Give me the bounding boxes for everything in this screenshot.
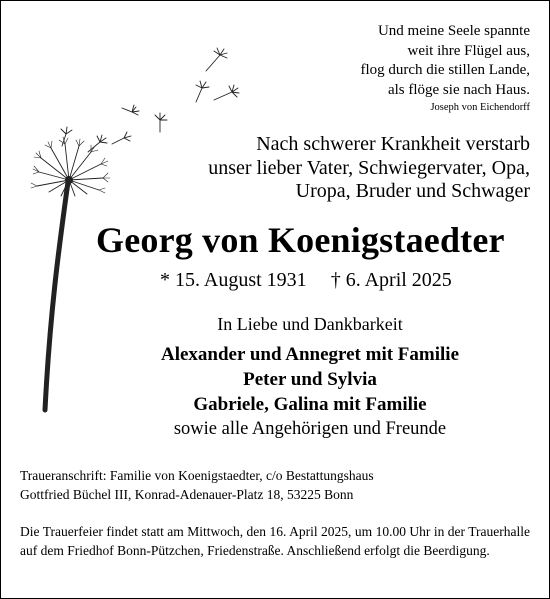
poem-author: Joseph von Eichendorff: [430, 102, 530, 113]
poem-line: Und meine Seele spannte: [377, 23, 530, 39]
mourner-family: Alexander und Annegret mit Familie: [160, 344, 460, 365]
life-dates: [160, 269, 452, 292]
intro-line: Nach schwerer Krankheit verstarb: [256, 133, 530, 155]
poem-quote: [360, 22, 530, 116]
poem-line: flog durch die stillen Lande,: [360, 62, 530, 78]
deceased-name: Georg von Koenigstaedter: [96, 220, 505, 260]
intro-line: Uropa, Bruder und Schwager: [295, 180, 530, 202]
mourning-address: [20, 467, 374, 504]
address-line: Traueranschrift: Familie von Koenigstaedter, c/o Bestattungshaus: [20, 468, 374, 483]
mourner-family: Peter und Sylvia: [243, 369, 377, 390]
birth-date: * 15. August 1931: [160, 269, 307, 291]
mourner-family: Gabriele, Galina mit Familie: [193, 394, 427, 415]
funeral-ceremony-text: Die Trauerfeier findet statt am Mittwoch, den 16. April 2025, um 10.00 Uhr in der Trauerhalle auf dem Friedhof Bonn-Pützchen, Friedenstraße. Anschließend erfolgt die Beerdigung.: [20, 524, 530, 558]
mourners-closing: sowie alle Angehörigen und Freunde: [173, 419, 447, 439]
death-announcement: [208, 133, 530, 204]
intro-line: unser lieber Vater, Schwiegervater, Opa,: [208, 156, 530, 179]
mourners-block: [155, 312, 465, 442]
poem-line: als flöge sie nach Haus.: [387, 81, 530, 98]
mourners-lead: In Liebe und Dankbarkeit: [217, 314, 403, 334]
address-line: Gottfried Büchel III, Konrad-Adenauer-Platz 18, 53225 Bonn: [20, 486, 354, 502]
poem-line: weit ihre Flügel aus,: [407, 42, 530, 59]
death-date: † 6. April 2025: [330, 269, 452, 291]
